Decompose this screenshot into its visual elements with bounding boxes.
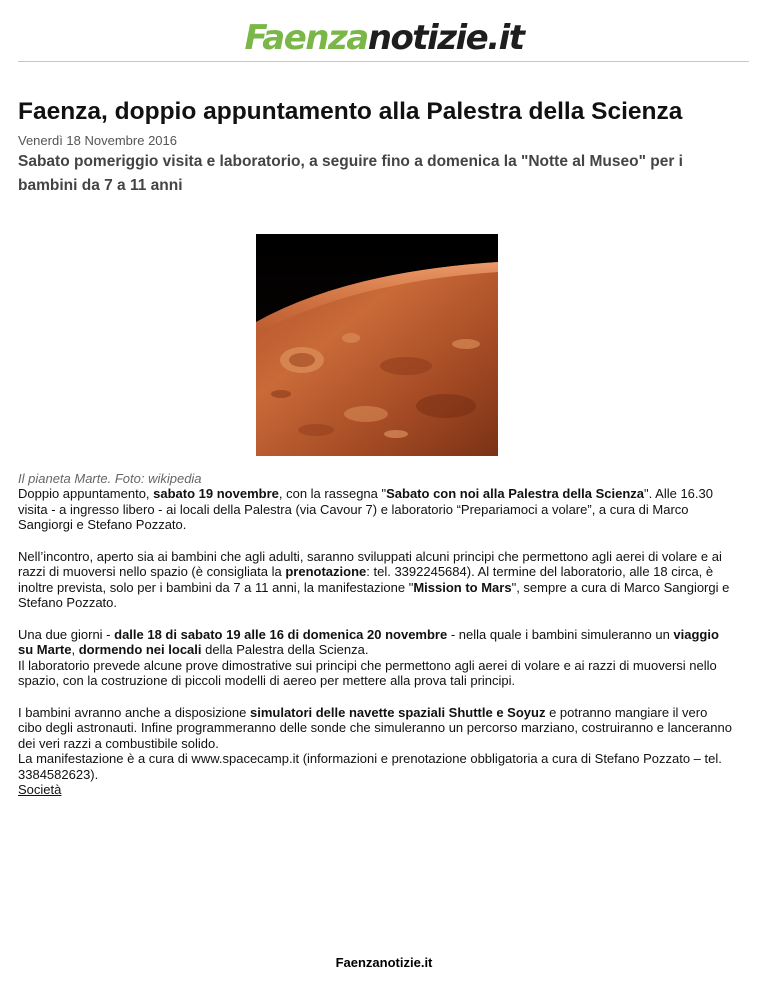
article-date: Venerdì 18 Novembre 2016	[18, 133, 177, 148]
article-body	[18, 486, 734, 814]
image-caption: Il pianeta Marte. Foto: wikipedia	[18, 471, 202, 486]
p3-text: - nella quale i bambini simuleranno un	[447, 626, 674, 642]
logo-part-faenza: Faenza	[244, 18, 368, 58]
article-title: Faenza, doppio appuntamento alla Palestra della Scienza	[18, 98, 683, 125]
p3-lab-text: Il laboratorio prevede alcune prove dimostrative sui principi che permettono agli aerei di volare e ai razzi di muoversi nello spazio, con la costruzione di piccoli modelli di aereo per mettere alla prova tali principi.	[18, 657, 717, 688]
p2-text: : tel. 3392245684). Al termine del laboratorio, alle 18 circa, è inoltre prevista, solo per i bambini da 7 a 11 anni, la manifestazione "	[18, 564, 714, 595]
article-subtitle: Sabato pomeriggio visita e laboratorio, a seguire fino a domenica la "Notte al Museo" per i bambini da 7 a 11 anni	[18, 153, 683, 194]
p2-text: ", sempre a cura di Marco Sangiorgi e Stefano Pozzato.	[18, 579, 730, 610]
mars-photo	[256, 234, 498, 456]
p2-text: Nell’incontro, aperto sia ai bambini che agli adulti, saranno sviluppati alcuni principi che permettono agli aerei di volare e ai razzi di muoversi nello spazio (è consigliata la	[18, 548, 722, 579]
p3-text: della Palestra della Scienza.	[201, 642, 369, 657]
p4-organizer-text: La manifestazione è a cura di www.spacecamp.it (informazioni e prenotazione obbligatoria a cura di Stefano Pozzato – tel. 3384582623).	[18, 751, 722, 782]
p2-event-name: Mission to Mars	[413, 579, 512, 595]
paragraph-3	[18, 627, 734, 689]
site-logo[interactable]	[0, 18, 768, 58]
paragraph-1	[18, 486, 734, 533]
p3-dates: dalle 18 di sabato 19 alle 16 di domenica 20 novembre	[114, 626, 448, 642]
p3-trip: viaggio su Marte	[18, 626, 719, 657]
category-link-societa[interactable]: Società	[18, 782, 62, 797]
p4-simulators: simulatori delle navette spaziali Shuttle e Soyuz	[249, 704, 546, 720]
header-divider	[18, 61, 749, 62]
paragraph-4	[18, 705, 734, 798]
p3-text: Una due giorni -	[18, 626, 115, 642]
p3-text: ,	[71, 642, 79, 657]
p2-booking: prenotazione	[285, 564, 367, 579]
p1-date: sabato 19 novembre	[153, 486, 279, 501]
p1-text: Doppio appuntamento,	[18, 486, 154, 501]
p1-text: ". Alle 16.30 visita - a ingresso libero - ai locali della Palestra (via Cavour 7) e laboratorio “Prepariamoci a volare”, a cura di Marco Sangiorgi e Stefano Pozzato.	[18, 486, 713, 532]
p4-text: I bambini avranno anche a disposizione	[18, 704, 250, 720]
p1-text: , con la rassegna "	[278, 486, 387, 501]
p4-text: e potranno mangiare il vero cibo degli astronauti. Infine programmeranno delle sonde che simuleranno un percorso marziano, costruiranno e lanceranno dei veri razzi a combustibile solido.	[18, 704, 732, 751]
p1-series-name: Sabato con noi alla Palestra della Scienza	[386, 486, 645, 501]
logo-part-notizie: notizie.it	[367, 18, 524, 58]
p3-sleeping: dormendo nei locali	[78, 642, 202, 657]
footer-site-name: Faenzanotizie.it	[335, 955, 433, 970]
paragraph-2	[18, 549, 734, 611]
